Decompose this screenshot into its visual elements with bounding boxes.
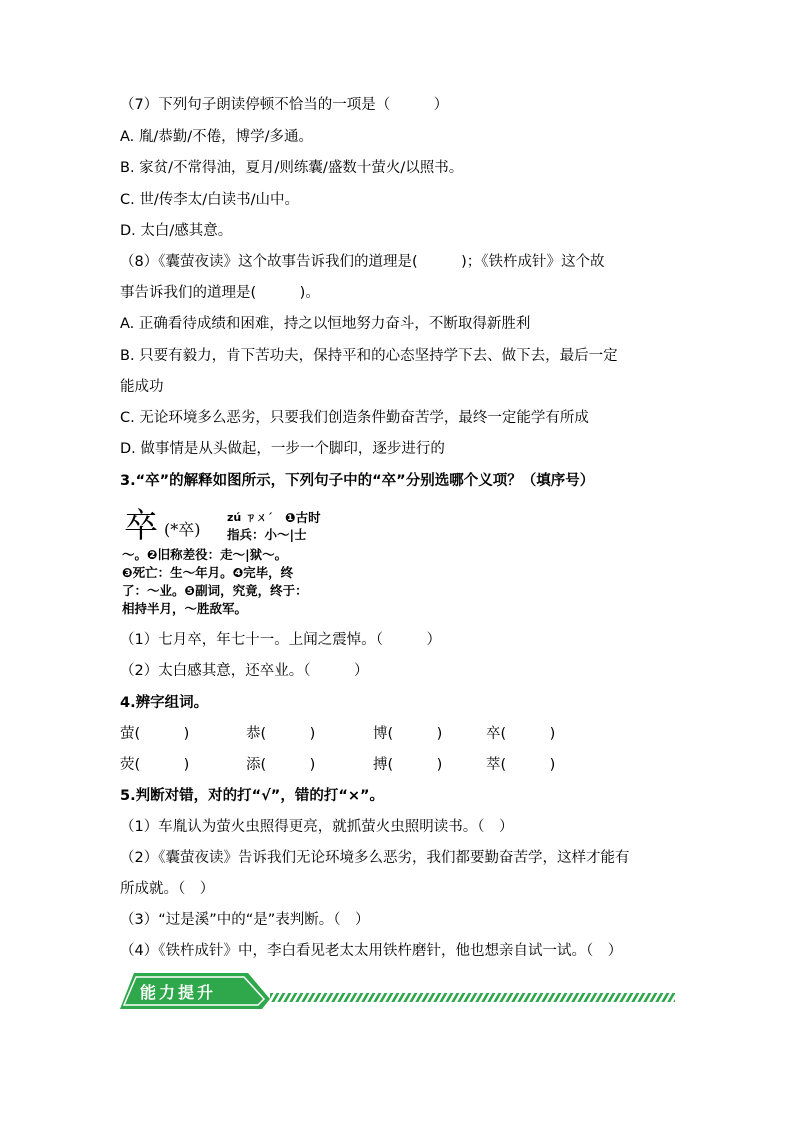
q8-stem-line1: （8）《囊萤夜读》这个故事告诉我们的道理是( )；《铁杵成针》这个故 bbox=[120, 254, 605, 270]
q8-option-a: A. 正确看待成绩和困难，持之以恒地努力奋斗，不断取得新胜利 bbox=[120, 316, 531, 332]
q7-stem: （7）下列句子朗读停顿不恰当的一项是（ ） bbox=[120, 97, 449, 113]
q3-title: 3.“卒”的解释如图所示，下列句子中的“卒”分别选哪个义项？（填序号） bbox=[120, 473, 595, 489]
section-banner bbox=[120, 973, 675, 1009]
q5-statement-4: （4）《铁杵成针》中，李白看见老太太用铁杵磨针，他也想亲自试一试。（ ） bbox=[120, 943, 623, 959]
dict-character: 卒 bbox=[124, 506, 158, 546]
q3-sentence-1: （1）七月卒，年七十一。上闻之震悼。（ ） bbox=[120, 632, 441, 648]
q4-word-1-2: 恭( ) bbox=[246, 726, 316, 742]
q4-word-2-2: 添( ) bbox=[246, 757, 316, 773]
dict-line3: ～。❷旧称差役：走～|狱～。 bbox=[122, 547, 288, 562]
q4-title: 4.辨字组词。 bbox=[120, 695, 209, 711]
q5-statement-3: （3）“过是溪”中的“是”表判断。（ ） bbox=[120, 912, 370, 928]
q8-stem-line2: 事告诉我们的道理是( )。 bbox=[120, 285, 320, 301]
q4-word-1-4: 卒( ) bbox=[486, 726, 556, 742]
q5-statement-1: （1）车胤认为萤火虫照得更亮，就抓萤火虫照明读书。（ ） bbox=[120, 819, 514, 835]
q3-sentence-2: （2）太白感其意，还卒业。（ ） bbox=[120, 663, 369, 679]
q4-word-2-1: 荧( ) bbox=[120, 757, 190, 773]
dict-line6: 相持半月，～胜敌军。 bbox=[122, 601, 248, 616]
q5-statement-2-line2: 所成就。（ ） bbox=[120, 881, 215, 897]
q4-word-2-3: 搏( ) bbox=[373, 757, 443, 773]
q8-option-b-line2: 能成功 bbox=[120, 379, 164, 395]
dict-pinyin: zú ㄗㄨˊ bbox=[227, 511, 273, 524]
q5-statement-2-line1: （2）《囊萤夜读》告诉我们无论环境多么恶劣，我们都要勤奋苦学，这样才能有 bbox=[120, 850, 630, 866]
dictionary-entry-image bbox=[120, 505, 332, 617]
dict-line2: 指兵：小～|士 bbox=[227, 527, 307, 542]
dict-line1: ❶古时 bbox=[285, 510, 321, 525]
q5-title: 5.判断对错，对的打“√”，错的打“×”。 bbox=[120, 788, 385, 804]
q8-option-c: C. 无论环境多么恶劣，只要我们创造条件勤奋苦学，最终一定能学有所成 bbox=[120, 410, 589, 426]
q4-word-1-1: 萤( ) bbox=[120, 726, 190, 742]
dict-variant: (*卒) bbox=[164, 520, 201, 539]
q7-option-b: B. 家贫/不常得油，夏月/则练囊/盛数十萤火/以照书。 bbox=[120, 160, 464, 176]
q8-option-b-line1: B. 只要有毅力，肯下苦功夫，保持平和的心态坚持学下去、做下去，最后一定 bbox=[120, 348, 618, 364]
q4-word-1-3: 博( ) bbox=[373, 726, 443, 742]
q8-option-d: D. 做事情是从头做起，一步一个脚印，逐步进行的 bbox=[120, 441, 445, 457]
dict-line4: ❸死亡：生～年月。❹完毕，终 bbox=[122, 565, 294, 580]
q7-option-d: D. 太白/感其意。 bbox=[120, 223, 233, 239]
q7-option-c: C. 世/传李太/白读书/山中。 bbox=[120, 192, 299, 208]
banner-label: 能力提升 bbox=[140, 983, 217, 1002]
q4-word-2-4: 萃( ) bbox=[486, 757, 556, 773]
q7-option-a: A. 胤/恭勤/不倦，博学/多通。 bbox=[120, 129, 314, 145]
dict-line5: 了：～业。❺副词，究竟，终于： bbox=[122, 583, 308, 598]
